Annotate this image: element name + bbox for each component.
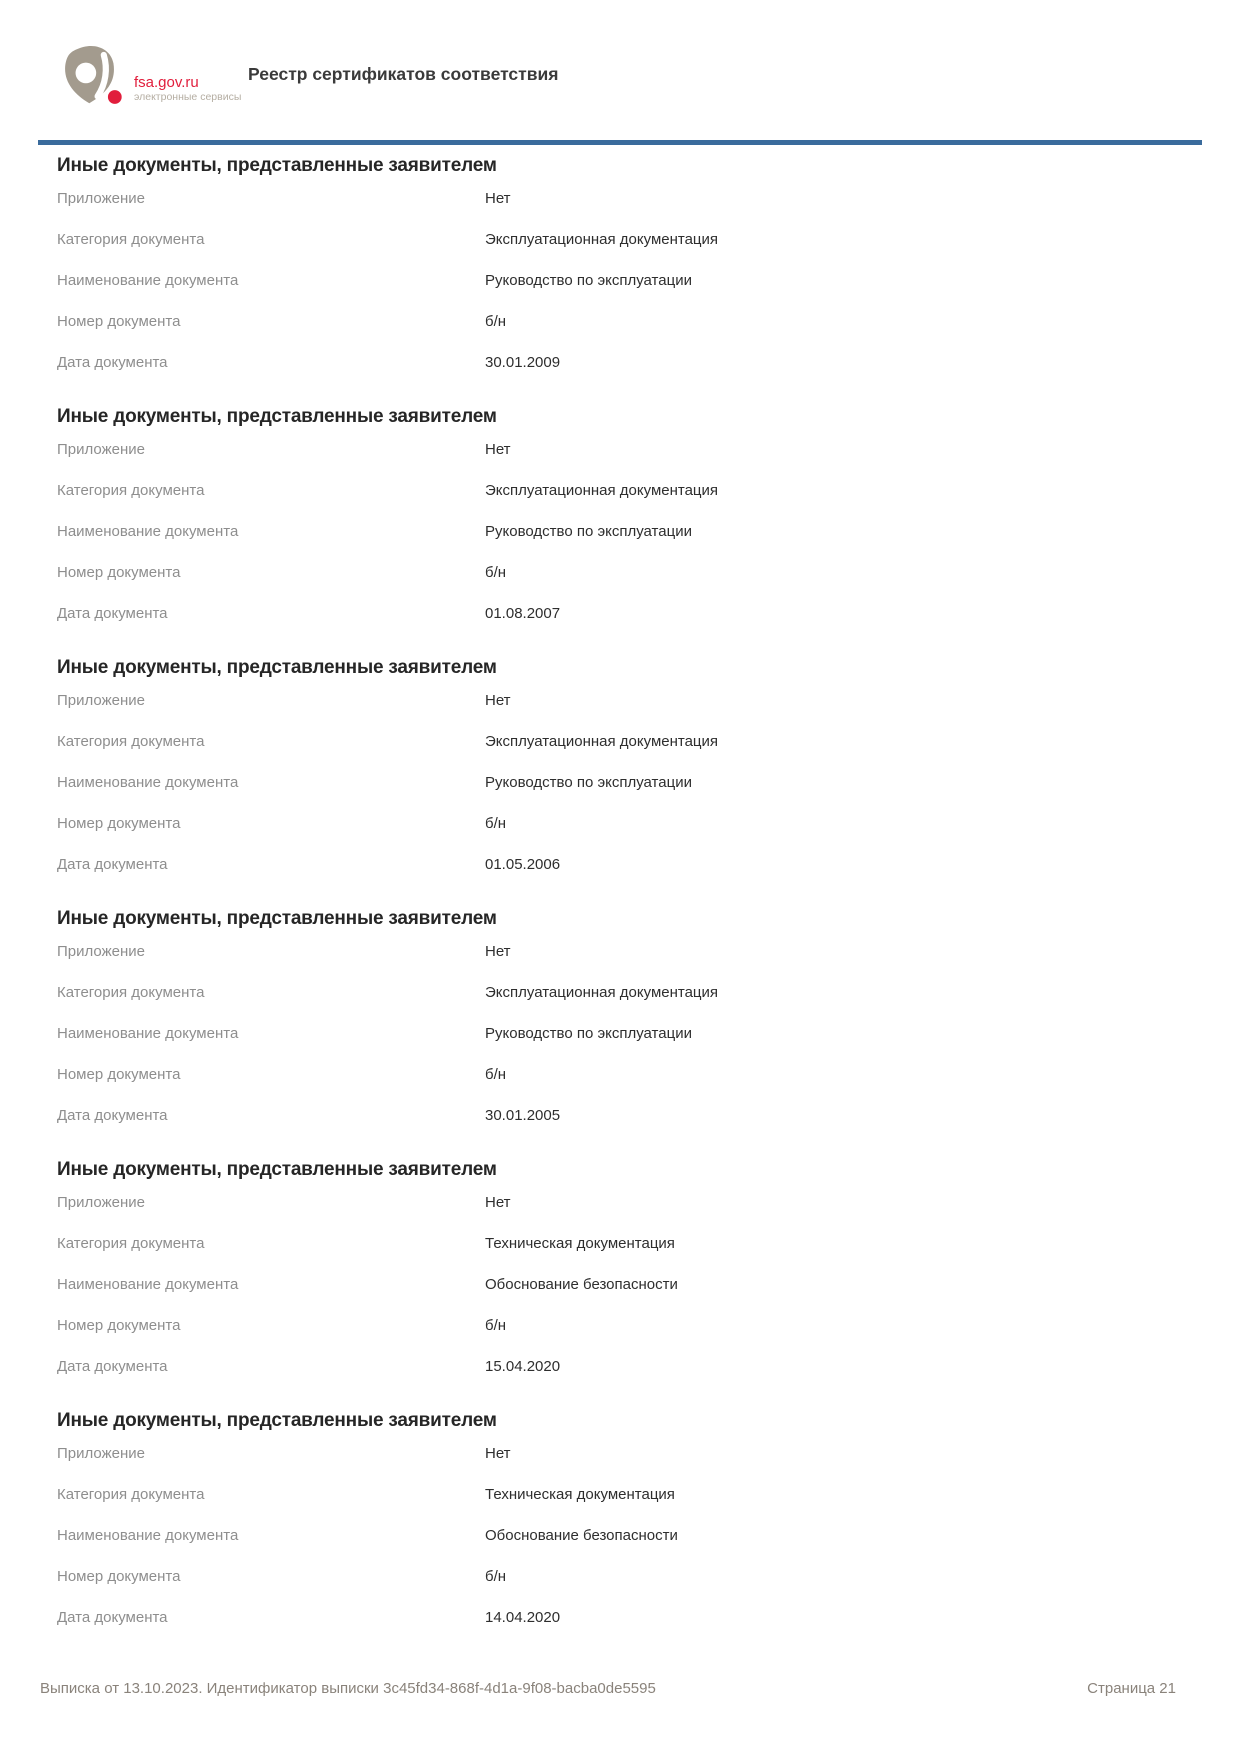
section-title: Иные документы, представленные заявителем: [57, 1159, 497, 1180]
field-label: Приложение: [57, 190, 145, 207]
field-value: 15.04.2020: [485, 1358, 561, 1375]
field-label: Номер документа: [57, 1317, 181, 1334]
field-row: [57, 342, 1185, 383]
field-row: [57, 178, 1185, 219]
field-row: [57, 1474, 1185, 1515]
field-row: [57, 1433, 1185, 1474]
field-value: Руководство по эксплуатации: [485, 272, 692, 289]
field-row: [57, 680, 1185, 721]
logo-brand: fsa.gov.ru: [134, 74, 199, 91]
field-row: [57, 301, 1185, 342]
field-value: б/н: [485, 1568, 507, 1585]
document-section: [57, 907, 1185, 1136]
field-value: Нет: [485, 1194, 511, 1211]
field-row: [57, 762, 1185, 803]
section-title: Иные документы, представленные заявителем: [57, 155, 497, 176]
field-value: Техническая документация: [485, 1486, 675, 1503]
field-value: Эксплуатационная документация: [485, 482, 719, 499]
field-label: Категория документа: [57, 733, 205, 750]
field-value: Обоснование безопасности: [485, 1276, 678, 1293]
field-row: [57, 1597, 1185, 1638]
field-value: Эксплуатационная документация: [485, 231, 719, 248]
page-title: Реестр сертификатов соответствия: [248, 64, 559, 84]
section-title: Иные документы, представленные заявителем: [57, 1410, 497, 1431]
document-section: [57, 154, 1185, 383]
field-label: Дата документа: [57, 1609, 168, 1626]
field-label: Дата документа: [57, 1358, 168, 1375]
field-value: Обоснование безопасности: [485, 1527, 678, 1544]
field-label: Наименование документа: [57, 1025, 239, 1042]
field-label: Категория документа: [57, 482, 205, 499]
document-section: [57, 1409, 1185, 1638]
field-value: б/н: [485, 564, 507, 581]
footer-extract-info: Выписка от 13.10.2023. Идентификатор выписки 3c45fd34-868f-4d1a-9f08-bacba0de5595: [40, 1680, 656, 1697]
field-label: Номер документа: [57, 815, 181, 832]
field-label: Дата документа: [57, 605, 168, 622]
field-label: Наименование документа: [57, 1276, 239, 1293]
field-value: 14.04.2020: [485, 1609, 561, 1626]
field-row: [57, 931, 1185, 972]
field-row: [57, 1054, 1185, 1095]
field-value: 01.05.2006: [485, 856, 561, 873]
section-title: Иные документы, представленные заявителем: [57, 406, 497, 427]
field-label: Дата документа: [57, 1107, 168, 1124]
field-label: Приложение: [57, 441, 145, 458]
field-value: 01.08.2007: [485, 605, 561, 622]
field-value: б/н: [485, 815, 507, 832]
field-label: Наименование документа: [57, 523, 239, 540]
field-row: [57, 219, 1185, 260]
footer-page-number: Страница 21: [1087, 1680, 1176, 1697]
field-value: Нет: [485, 943, 511, 960]
field-label: Номер документа: [57, 1568, 181, 1585]
field-label: Приложение: [57, 1445, 145, 1462]
field-row: [57, 470, 1185, 511]
document-section: [57, 1158, 1185, 1387]
field-label: Категория документа: [57, 231, 205, 248]
field-value: Нет: [485, 692, 511, 709]
field-row: [57, 1182, 1185, 1223]
field-label: Номер документа: [57, 313, 181, 330]
field-row: [57, 1305, 1185, 1346]
field-value: Нет: [485, 1445, 511, 1462]
page-footer: [40, 1680, 1176, 1697]
field-row: [57, 803, 1185, 844]
field-value: Эксплуатационная документация: [485, 733, 719, 750]
field-value: Техническая документация: [485, 1235, 675, 1252]
logo-tagline: электронные сервисы: [134, 91, 242, 103]
logo-text: [134, 75, 241, 104]
field-label: Дата документа: [57, 856, 168, 873]
field-row: [57, 1556, 1185, 1597]
field-label: Категория документа: [57, 1235, 205, 1252]
document-section: [57, 656, 1185, 885]
section-title: Иные документы, представленные заявителем: [57, 908, 497, 929]
field-value: б/н: [485, 1066, 507, 1083]
fsa-logo: [54, 44, 241, 106]
header-divider: [38, 140, 1202, 145]
field-row: [57, 429, 1185, 470]
field-row: [57, 593, 1185, 634]
field-label: Номер документа: [57, 564, 181, 581]
sections: [57, 154, 1185, 1660]
field-label: Приложение: [57, 1194, 145, 1211]
field-value: б/н: [485, 1317, 507, 1334]
field-value: Нет: [485, 441, 511, 458]
field-row: [57, 721, 1185, 762]
field-value: б/н: [485, 313, 507, 330]
field-label: Наименование документа: [57, 774, 239, 791]
field-label: Категория документа: [57, 984, 205, 1001]
field-label: Наименование документа: [57, 272, 239, 289]
field-row: [57, 1013, 1185, 1054]
field-label: Наименование документа: [57, 1527, 239, 1544]
fsa-shield-a-icon: [54, 44, 126, 106]
field-value: Руководство по эксплуатации: [485, 1025, 692, 1042]
field-row: [57, 260, 1185, 301]
field-row: [57, 1346, 1185, 1387]
field-row: [57, 1515, 1185, 1556]
field-row: [57, 1264, 1185, 1305]
document-section: [57, 405, 1185, 634]
field-label: Приложение: [57, 692, 145, 709]
field-value: Руководство по эксплуатации: [485, 774, 692, 791]
field-label: Дата документа: [57, 354, 168, 371]
field-value: Эксплуатационная документация: [485, 984, 719, 1001]
field-row: [57, 552, 1185, 593]
field-label: Категория документа: [57, 1486, 205, 1503]
field-row: [57, 844, 1185, 885]
field-label: Приложение: [57, 943, 145, 960]
section-title: Иные документы, представленные заявителем: [57, 657, 497, 678]
field-row: [57, 1095, 1185, 1136]
field-value: 30.01.2009: [485, 354, 561, 371]
field-value: Руководство по эксплуатации: [485, 523, 692, 540]
field-row: [57, 972, 1185, 1013]
field-value: 30.01.2005: [485, 1107, 561, 1124]
field-label: Номер документа: [57, 1066, 181, 1083]
field-row: [57, 1223, 1185, 1264]
field-row: [57, 511, 1185, 552]
field-value: Нет: [485, 190, 511, 207]
